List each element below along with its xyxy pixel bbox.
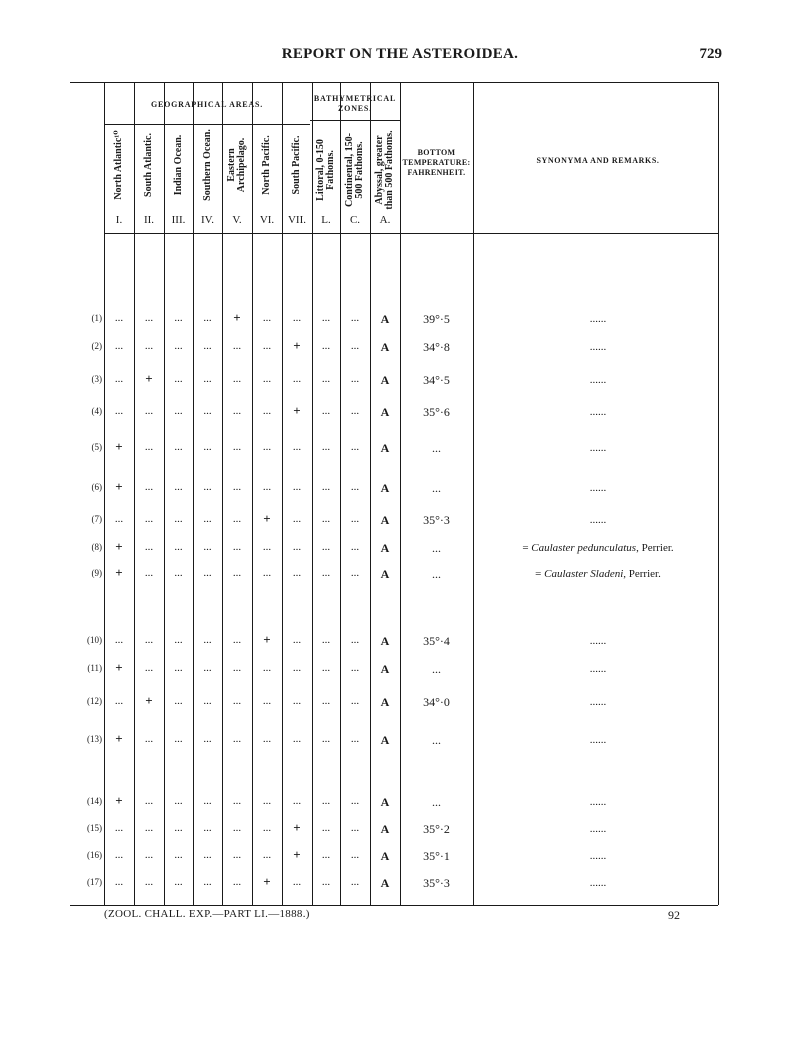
column-rule-1	[134, 82, 135, 905]
remark-cell: ......	[589, 313, 607, 325]
bottom-temperature-value: ...	[432, 441, 441, 455]
area-cell: ...	[144, 634, 154, 646]
area-cell: ...	[232, 481, 242, 493]
area-cell: ...	[262, 541, 272, 553]
area-cell: ...	[321, 340, 331, 352]
column-numeral-9: C.	[349, 214, 361, 226]
area-cell: ...	[174, 481, 183, 493]
area-cell: ...	[262, 405, 272, 417]
remark-prefix: =	[522, 542, 532, 554]
bottom-temp-right-rule	[473, 82, 474, 905]
column-rule-0	[104, 82, 105, 905]
area-cell: ...	[321, 849, 331, 861]
bottom-temperature-value: 35°·3	[423, 876, 450, 890]
area-cell: ...	[174, 695, 183, 707]
area-cell: ...	[174, 373, 183, 385]
area-cell: ...	[350, 340, 360, 352]
row-number: (3)	[91, 374, 102, 384]
area-cell: ...	[232, 695, 242, 707]
table-top-rule	[70, 82, 718, 83]
area-cell: ...	[321, 513, 331, 525]
synonym-author: , Perrier.	[636, 542, 674, 554]
row-number: (9)	[91, 568, 102, 578]
zone-cell: A	[380, 541, 390, 555]
area-cell: ...	[262, 567, 272, 579]
column-rule-3	[193, 82, 194, 905]
remark-prefix: =	[535, 568, 545, 580]
area-cell: ...	[174, 340, 183, 352]
area-cell: ...	[174, 733, 183, 745]
bottom-temperature-header: BOTTOM TEMPERATURE: FAHRENHEIT.	[402, 148, 471, 177]
area-cell: +	[293, 820, 301, 835]
area-cell: ...	[232, 541, 242, 553]
area-cell: ...	[203, 340, 212, 352]
row-number: (12)	[87, 696, 102, 706]
bottom-temperature-value: 35°·1	[423, 849, 450, 863]
area-cell: ...	[114, 405, 124, 417]
area-cell: +	[145, 371, 153, 386]
area-cell: ...	[292, 733, 302, 745]
bottom-temperature-value: 34°·8	[423, 340, 450, 354]
remark-cell	[478, 542, 718, 554]
area-cell: ...	[144, 876, 154, 888]
column-numeral-3: III.	[171, 214, 186, 226]
area-cell: ...	[232, 634, 242, 646]
area-cell: ...	[203, 541, 212, 553]
row-number: (14)	[87, 796, 102, 806]
area-cell: ...	[203, 481, 212, 493]
area-cell: ...	[144, 541, 154, 553]
area-cell: ...	[114, 695, 124, 707]
bathy-group-rule	[310, 120, 400, 121]
area-cell: ...	[232, 662, 242, 674]
remark-cell: ......	[589, 442, 607, 454]
row-number: (5)	[91, 442, 102, 452]
area-cell: ...	[292, 312, 302, 324]
area-cell: ...	[203, 312, 212, 324]
remark-cell: ......	[589, 482, 607, 494]
area-cell: ...	[292, 795, 302, 807]
area-cell: ...	[292, 876, 302, 888]
bottom-temperature-value: 34°·0	[423, 695, 450, 709]
area-cell: +	[115, 565, 123, 580]
area-cell: +	[263, 511, 271, 526]
remark-cell: ......	[589, 635, 607, 647]
area-cell: ...	[203, 662, 212, 674]
zone-cell: A	[380, 481, 390, 495]
area-cell: +	[233, 310, 241, 325]
area-cell: ...	[203, 795, 212, 807]
area-cell: ...	[144, 822, 154, 834]
zone-cell: A	[380, 513, 390, 527]
remark-cell: ......	[589, 696, 607, 708]
area-cell: ...	[350, 481, 360, 493]
column-numeral-8: L.	[321, 214, 331, 226]
column-header-3: Indian Ocean.	[172, 134, 184, 196]
area-cell: ...	[144, 849, 154, 861]
area-cell: ...	[144, 312, 154, 324]
row-number: (13)	[87, 734, 102, 744]
area-cell: ...	[203, 634, 212, 646]
table-bottom-rule	[70, 905, 718, 906]
area-cell: ...	[350, 567, 360, 579]
remark-cell: ......	[589, 663, 607, 675]
zone-cell: A	[380, 822, 390, 836]
area-cell: ...	[232, 822, 242, 834]
area-cell: ...	[203, 733, 212, 745]
synonym-author: , Perrier.	[623, 568, 661, 580]
row-number: (4)	[91, 406, 102, 416]
bottom-temperature-value: ...	[432, 541, 441, 555]
area-cell: ...	[350, 695, 360, 707]
area-cell: ...	[262, 662, 272, 674]
area-cell: ...	[350, 513, 360, 525]
row-number: (6)	[91, 482, 102, 492]
zone-cell: A	[380, 662, 390, 676]
footer-note: (ZOOL. CHALL. EXP.—PART LI.—1888.)	[104, 908, 310, 920]
zone-cell: A	[380, 795, 390, 809]
area-cell: ...	[262, 733, 272, 745]
column-rule-4	[222, 82, 223, 905]
bottom-temperature-value: ...	[432, 733, 441, 747]
area-cell: ...	[321, 876, 331, 888]
area-cell: ...	[262, 340, 272, 352]
area-cell: ...	[174, 662, 183, 674]
remark-cell: ......	[589, 514, 607, 526]
area-cell: +	[293, 403, 301, 418]
area-cell: ...	[174, 541, 183, 553]
area-cell: ...	[203, 876, 212, 888]
remark-cell: ......	[589, 406, 607, 418]
area-cell: ...	[350, 733, 360, 745]
zone-cell: A	[380, 634, 390, 648]
row-number: (17)	[87, 877, 102, 887]
area-cell: ...	[262, 822, 272, 834]
area-cell: ...	[292, 662, 302, 674]
column-header-9: Continental, 150-500 Fathoms.	[344, 133, 365, 207]
area-cell: ...	[174, 441, 183, 453]
column-numeral-5: V.	[232, 214, 242, 226]
area-cell: ...	[232, 513, 242, 525]
area-cell: +	[115, 660, 123, 675]
remark-cell: ......	[589, 734, 607, 746]
area-cell: ...	[203, 373, 212, 385]
column-rule-6	[282, 82, 283, 905]
area-cell: ...	[114, 634, 124, 646]
area-cell: ...	[203, 441, 212, 453]
area-cell: ...	[350, 312, 360, 324]
area-cell: ...	[114, 822, 124, 834]
area-cell: ...	[262, 312, 272, 324]
column-rule-7	[312, 82, 313, 905]
area-cell: ...	[350, 876, 360, 888]
synonym-name: Caulaster Sladeni	[544, 568, 624, 580]
area-cell: ...	[321, 481, 331, 493]
area-cell: ...	[350, 373, 360, 385]
area-cell: ...	[144, 481, 154, 493]
area-cell: ...	[321, 733, 331, 745]
area-cell: ...	[350, 441, 360, 453]
area-cell: ...	[203, 405, 212, 417]
row-number: (15)	[87, 823, 102, 833]
area-cell: ...	[232, 340, 242, 352]
zone-cell: A	[380, 340, 390, 354]
column-header-1: North Atlantic¹⁰	[113, 130, 124, 200]
column-rule-8	[340, 82, 341, 905]
zone-cell: A	[380, 373, 390, 387]
area-cell: ...	[203, 695, 212, 707]
area-cell: ...	[232, 876, 242, 888]
zone-cell: A	[380, 312, 390, 326]
area-cell: ...	[203, 513, 212, 525]
area-cell: ...	[292, 513, 302, 525]
column-header-2: South Atlantic.	[143, 133, 154, 197]
area-cell: +	[115, 793, 123, 808]
area-cell: ...	[203, 567, 212, 579]
area-cell: +	[115, 479, 123, 494]
area-cell: +	[293, 338, 301, 353]
area-cell: +	[115, 439, 123, 454]
area-cell: +	[115, 539, 123, 554]
area-cell: ...	[321, 541, 331, 553]
table-header-rule	[104, 233, 718, 234]
page-number: 729	[699, 46, 722, 62]
area-cell: ...	[232, 733, 242, 745]
area-cell: ...	[292, 541, 302, 553]
area-cell: ...	[232, 567, 242, 579]
area-cell: ...	[144, 567, 154, 579]
column-header-10: Abyssal, greater than 500 Fathoms.	[374, 130, 395, 210]
column-header-6: North Pacific.	[261, 135, 272, 195]
row-number: (11)	[87, 663, 102, 673]
area-cell: ...	[203, 849, 212, 861]
area-cell: ...	[232, 441, 242, 453]
row-number: (7)	[91, 514, 102, 524]
area-cell: ...	[292, 567, 302, 579]
zone-cell: A	[380, 441, 390, 455]
column-header-4: Southern Ocean.	[201, 129, 213, 201]
area-cell: ...	[174, 405, 183, 417]
synonyma-header: SYNONYMA AND REMARKS.	[536, 156, 660, 165]
zone-cell: A	[380, 876, 390, 890]
area-cell: ...	[350, 634, 360, 646]
area-cell: ...	[321, 822, 331, 834]
bottom-temperature-value: ...	[432, 662, 441, 676]
synonyma-right-rule	[718, 82, 719, 905]
area-cell: ...	[144, 441, 154, 453]
column-numeral-7: VII.	[287, 214, 307, 226]
synonym-name: Caulaster pedunculatus	[531, 542, 637, 554]
area-cell: ...	[321, 695, 331, 707]
area-cell: ...	[114, 373, 124, 385]
area-cell: +	[145, 693, 153, 708]
bottom-temperature-value: 35°·4	[423, 634, 450, 648]
bottom-temperature-value: 39°·5	[423, 312, 450, 326]
area-cell: +	[293, 847, 301, 862]
column-rule-9	[370, 82, 371, 905]
area-cell: ...	[262, 481, 272, 493]
area-cell: ...	[350, 849, 360, 861]
area-cell: ...	[350, 822, 360, 834]
area-cell: ...	[114, 312, 124, 324]
bottom-temperature-value: 35°·6	[423, 405, 450, 419]
bottom-temperature-value: 35°·2	[423, 822, 450, 836]
bathymetrical-zones-header: BATHYMETRICAL ZONES.	[313, 94, 397, 113]
area-cell: ...	[350, 795, 360, 807]
area-cell: ...	[292, 634, 302, 646]
area-cell: ...	[321, 373, 331, 385]
column-numeral-4: IV.	[201, 214, 214, 226]
column-numeral-1: I.	[115, 214, 123, 226]
remark-cell: ......	[589, 796, 607, 808]
geographical-areas-header: GEOGRAPHICAL AREAS.	[150, 100, 264, 109]
area-cell: ...	[321, 441, 331, 453]
area-cell: ...	[232, 405, 242, 417]
area-cell: ...	[174, 849, 183, 861]
area-cell: ...	[114, 340, 124, 352]
area-cell: ...	[292, 481, 302, 493]
area-cell: ...	[321, 662, 331, 674]
area-cell: ...	[292, 441, 302, 453]
area-cell: ...	[262, 695, 272, 707]
bottom-temperature-value: ...	[432, 795, 441, 809]
remark-cell: ......	[589, 341, 607, 353]
column-header-7: South Pacific.	[291, 135, 302, 195]
row-number: (1)	[91, 313, 102, 323]
row-number: (16)	[87, 850, 102, 860]
zone-cell: A	[380, 733, 390, 747]
zone-cell: A	[380, 567, 390, 581]
area-cell: ...	[203, 822, 212, 834]
area-cell: ...	[262, 441, 272, 453]
page-title: REPORT ON THE ASTEROIDEA.	[281, 46, 519, 62]
area-cell: ...	[144, 405, 154, 417]
zone-cell: A	[380, 849, 390, 863]
bottom-temperature-value: 34°·5	[423, 373, 450, 387]
column-rule-5	[252, 82, 253, 905]
row-number: (10)	[87, 635, 102, 645]
area-cell: ...	[174, 795, 183, 807]
area-cell: +	[263, 632, 271, 647]
bottom-temperature-value: ...	[432, 567, 441, 581]
area-cell: ...	[232, 795, 242, 807]
signature-mark: 92	[668, 908, 680, 922]
area-cell: ...	[114, 849, 124, 861]
area-cell: ...	[321, 795, 331, 807]
area-cell: ...	[174, 634, 183, 646]
area-cell: ...	[262, 849, 272, 861]
area-cell: ...	[321, 567, 331, 579]
area-cell: +	[263, 874, 271, 889]
area-cell: ...	[144, 662, 154, 674]
area-cell: ...	[174, 876, 183, 888]
area-cell: ...	[144, 513, 154, 525]
area-cell: ...	[232, 849, 242, 861]
area-cell: ...	[350, 405, 360, 417]
area-cell: ...	[292, 373, 302, 385]
area-cell: ...	[321, 634, 331, 646]
remark-cell: ......	[589, 850, 607, 862]
bottom-temperature-value: 35°·3	[423, 513, 450, 527]
area-cell: ...	[144, 340, 154, 352]
remark-cell	[478, 568, 718, 580]
area-cell: ...	[262, 795, 272, 807]
column-numeral-10: A.	[379, 214, 391, 226]
zone-cell: A	[380, 695, 390, 709]
zone-cell: A	[380, 405, 390, 419]
column-header-8: Littoral, 0-150 Fathoms.	[315, 139, 336, 201]
area-cell: ...	[350, 541, 360, 553]
area-cell: ...	[174, 822, 183, 834]
column-rule-2	[164, 82, 165, 905]
area-cell: ...	[114, 876, 124, 888]
area-cell: ...	[321, 312, 331, 324]
column-numeral-2: II.	[143, 214, 155, 226]
column-numeral-6: VI.	[259, 214, 275, 226]
area-cell: ...	[144, 795, 154, 807]
remark-cell: ......	[589, 374, 607, 386]
area-cell: ...	[174, 513, 183, 525]
area-cell: ...	[114, 513, 124, 525]
remark-cell: ......	[589, 823, 607, 835]
row-number: (2)	[91, 341, 102, 351]
area-cell: ...	[262, 373, 272, 385]
row-number: (8)	[91, 542, 102, 552]
bottom-temperature-value: ...	[432, 481, 441, 495]
area-cell: ...	[174, 312, 183, 324]
area-cell: ...	[321, 405, 331, 417]
area-cell: ...	[292, 695, 302, 707]
area-cell: ...	[174, 567, 183, 579]
column-header-5: Eastern Archipelago.	[226, 137, 247, 193]
area-cell: ...	[232, 373, 242, 385]
area-cell: ...	[350, 662, 360, 674]
area-cell: +	[115, 731, 123, 746]
area-cell: ...	[144, 733, 154, 745]
remark-cell: ......	[589, 877, 607, 889]
